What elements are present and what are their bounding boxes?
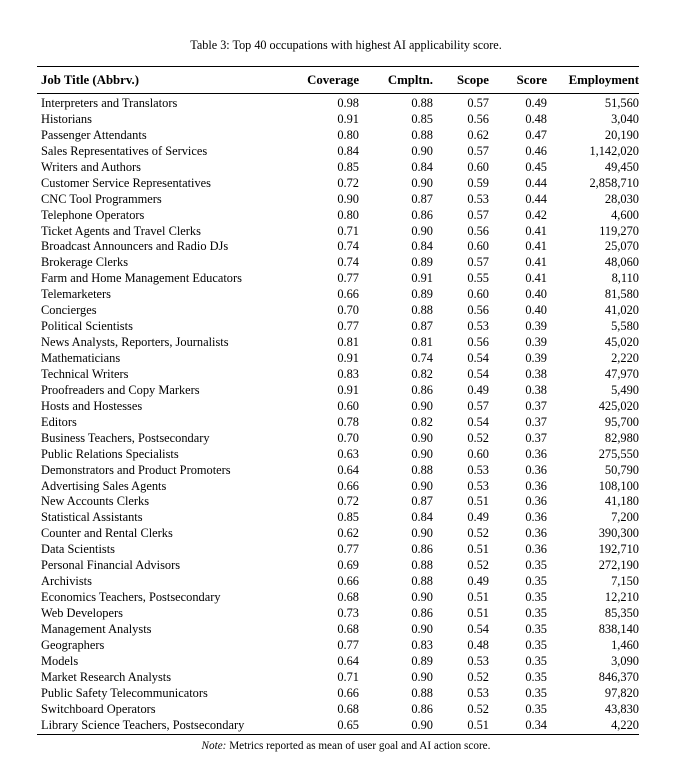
note-label: Note:: [201, 740, 227, 752]
table-row: [37, 367, 643, 383]
cell-score: 0.36: [525, 446, 547, 461]
table-note: [0, 740, 692, 752]
cell-scope: 0.62: [467, 127, 489, 142]
cell-scope: 0.52: [467, 701, 489, 716]
cell-score: 0.35: [525, 590, 547, 605]
cell-score: 0.38: [525, 382, 547, 397]
cell-coverage: 0.81: [337, 335, 359, 350]
cell-scope: 0.55: [467, 271, 489, 286]
table-row: [37, 112, 643, 128]
cell-score: 0.41: [525, 223, 547, 238]
cell-completion: 0.90: [411, 430, 433, 445]
cell-completion: 0.86: [411, 701, 433, 716]
cell-completion: 0.84: [411, 510, 433, 525]
cell-score: 0.42: [525, 207, 547, 222]
cell-employment: 2,858,710: [589, 175, 639, 190]
cell-coverage: 0.66: [337, 478, 359, 493]
table-row: [37, 399, 643, 415]
cell-scope: 0.60: [467, 239, 489, 254]
cell-coverage: 0.80: [337, 207, 359, 222]
cell-job-title: Business Teachers, Postsecondary: [41, 430, 210, 445]
cell-coverage: 0.84: [337, 143, 359, 158]
cell-employment: 48,060: [604, 255, 639, 270]
cell-employment: 119,270: [599, 223, 639, 238]
cell-scope: 0.53: [467, 653, 489, 668]
cell-scope: 0.57: [467, 96, 489, 110]
cell-employment: 97,820: [604, 685, 639, 700]
cell-scope: 0.49: [467, 510, 489, 525]
cell-completion: 0.88: [411, 303, 433, 318]
cell-coverage: 0.91: [337, 382, 359, 397]
cell-job-title: Proofreaders and Copy Markers: [41, 382, 200, 397]
cell-employment: 272,190: [598, 558, 639, 573]
cell-employment: 85,350: [604, 606, 639, 620]
cell-coverage: 0.91: [337, 111, 359, 126]
table-row: [37, 606, 643, 622]
cell-scope: 0.54: [467, 621, 489, 636]
cell-job-title: Historians: [41, 111, 92, 126]
cell-completion: 0.84: [411, 159, 433, 174]
table-row: [37, 160, 643, 176]
cell-score: 0.35: [525, 653, 547, 668]
cell-score: 0.36: [525, 526, 547, 541]
cell-job-title: Interpreters and Translators: [41, 96, 178, 110]
cell-scope: 0.51: [467, 717, 489, 732]
cell-completion: 0.87: [411, 319, 433, 334]
cell-completion: 0.82: [411, 414, 433, 429]
cell-scope: 0.52: [467, 669, 489, 684]
cell-employment: 7,200: [611, 510, 639, 525]
cell-employment: 47,970: [604, 366, 639, 381]
table-body: [37, 94, 643, 734]
cell-scope: 0.53: [467, 462, 489, 477]
table-row: [37, 128, 643, 144]
cell-employment: 51,560: [604, 96, 639, 110]
cell-employment: 5,490: [611, 382, 639, 397]
cell-score: 0.35: [525, 701, 547, 716]
cell-job-title: Editors: [41, 414, 77, 429]
cell-employment: 82,980: [604, 430, 639, 445]
occupation-table-body: [37, 94, 643, 734]
cell-completion: 0.90: [411, 669, 433, 684]
cell-score: 0.36: [525, 494, 547, 509]
cell-employment: 4,220: [611, 717, 639, 732]
cell-job-title: Counter and Rental Clerks: [41, 526, 173, 541]
cell-scope: 0.54: [467, 351, 489, 365]
cell-job-title: Concierges: [41, 303, 97, 318]
cell-completion: 0.86: [411, 382, 433, 397]
cell-score: 0.44: [525, 191, 547, 206]
cell-job-title: Telemarketers: [41, 287, 111, 302]
cell-job-title: Geographers: [41, 637, 105, 652]
cell-score: 0.40: [525, 287, 547, 302]
cell-completion: 0.88: [411, 685, 433, 700]
table-row: [37, 431, 643, 447]
cell-score: 0.41: [525, 239, 547, 254]
table-row: [37, 176, 643, 192]
cell-score: 0.46: [525, 143, 547, 158]
cell-scope: 0.49: [467, 574, 489, 589]
cell-completion: 0.74: [411, 351, 433, 365]
cell-job-title: Hosts and Hostesses: [41, 398, 143, 413]
table-row: [37, 654, 643, 670]
cell-coverage: 0.64: [337, 653, 359, 668]
table-row: [37, 638, 643, 654]
cell-coverage: 0.63: [337, 446, 359, 461]
cell-employment: 838,140: [598, 621, 639, 636]
cell-coverage: 0.85: [337, 159, 359, 174]
cell-coverage: 0.60: [337, 398, 359, 413]
cell-employment: 20,190: [604, 127, 639, 142]
header-score: Score: [516, 72, 547, 87]
cell-scope: 0.56: [467, 303, 489, 318]
cell-job-title: Writers and Authors: [41, 159, 141, 174]
table-row: [37, 239, 643, 255]
cell-scope: 0.52: [467, 526, 489, 541]
cell-scope: 0.53: [467, 191, 489, 206]
header-job-title: Job Title (Abbrv.): [41, 72, 140, 87]
table-row: [37, 479, 643, 495]
cell-coverage: 0.68: [337, 590, 359, 605]
cell-job-title: Sales Representatives of Services: [41, 143, 208, 158]
cell-coverage: 0.66: [337, 287, 359, 302]
occupation-table-container: [37, 66, 639, 735]
table-row: [37, 383, 643, 399]
cell-score: 0.36: [525, 462, 547, 477]
cell-score: 0.40: [525, 303, 547, 318]
cell-completion: 0.81: [411, 335, 433, 350]
cell-scope: 0.56: [467, 223, 489, 238]
table-row: [37, 463, 643, 479]
table-row: [37, 351, 643, 367]
table-row: [37, 303, 643, 319]
cell-job-title: Public Relations Specialists: [41, 446, 179, 461]
bottom-rule: [37, 734, 639, 735]
table-row: [37, 622, 643, 638]
cell-completion: 0.90: [411, 223, 433, 238]
cell-job-title: Data Scientists: [41, 542, 115, 557]
cell-completion: 0.87: [411, 191, 433, 206]
cell-scope: 0.51: [467, 494, 489, 509]
cell-score: 0.36: [525, 542, 547, 557]
cell-scope: 0.60: [467, 159, 489, 174]
cell-completion: 0.86: [411, 606, 433, 620]
table-row: [37, 542, 643, 558]
cell-coverage: 0.74: [337, 239, 359, 254]
cell-employment: 3,090: [611, 653, 639, 668]
header-coverage: Coverage: [307, 72, 359, 87]
cell-coverage: 0.68: [337, 621, 359, 636]
cell-coverage: 0.69: [337, 558, 359, 573]
cell-job-title: Passenger Attendants: [41, 127, 147, 142]
cell-employment: 275,550: [598, 446, 639, 461]
cell-employment: 1,142,020: [589, 143, 639, 158]
cell-score: 0.39: [525, 335, 547, 350]
table-caption: Table 3: Top 40 occupations with highest AI applicability score.: [190, 38, 502, 52]
cell-job-title: Public Safety Telecommunicators: [41, 685, 208, 700]
cell-employment: 3,040: [611, 111, 639, 126]
cell-job-title: Library Science Teachers, Postsecondary: [41, 717, 245, 732]
cell-coverage: 0.66: [337, 685, 359, 700]
cell-completion: 0.90: [411, 526, 433, 541]
cell-employment: 8,110: [611, 271, 639, 286]
cell-score: 0.36: [525, 510, 547, 525]
cell-scope: 0.57: [467, 398, 489, 413]
header-employment: Employment: [568, 72, 639, 87]
cell-coverage: 0.71: [337, 223, 359, 238]
table-row: [37, 224, 643, 240]
cell-job-title: Management Analysts: [41, 621, 152, 636]
cell-completion: 0.90: [411, 143, 433, 158]
cell-score: 0.36: [525, 478, 547, 493]
cell-job-title: Mathematicians: [41, 351, 121, 365]
cell-coverage: 0.98: [337, 96, 359, 110]
cell-employment: 50,790: [604, 462, 639, 477]
cell-employment: 81,580: [604, 287, 639, 302]
cell-coverage: 0.65: [337, 717, 359, 732]
cell-scope: 0.49: [467, 382, 489, 397]
cell-employment: 425,020: [598, 398, 639, 413]
cell-job-title: Economics Teachers, Postsecondary: [41, 590, 221, 605]
cell-job-title: Demonstrators and Product Promoters: [41, 462, 231, 477]
cell-score: 0.47: [525, 127, 547, 142]
cell-score: 0.35: [525, 621, 547, 636]
cell-job-title: News Analysts, Reporters, Journalists: [41, 335, 229, 350]
cell-employment: 41,180: [604, 494, 639, 509]
cell-coverage: 0.70: [337, 430, 359, 445]
cell-scope: 0.59: [467, 175, 489, 190]
cell-completion: 0.88: [411, 574, 433, 589]
cell-score: 0.49: [525, 96, 547, 110]
table-row: [37, 192, 643, 208]
cell-job-title: Political Scientists: [41, 319, 133, 334]
cell-coverage: 0.66: [337, 574, 359, 589]
cell-score: 0.39: [525, 351, 547, 365]
cell-job-title: Market Research Analysts: [41, 669, 172, 684]
cell-completion: 0.91: [411, 271, 433, 286]
cell-job-title: Archivists: [41, 574, 92, 589]
table-row: [37, 271, 643, 287]
cell-coverage: 0.62: [337, 526, 359, 541]
cell-employment: 49,450: [604, 159, 639, 174]
table-row: [37, 686, 643, 702]
header-completion: Cmpltn.: [387, 72, 433, 87]
cell-scope: 0.56: [467, 335, 489, 350]
table-row: [37, 319, 643, 335]
table-row: [37, 255, 643, 271]
cell-score: 0.41: [525, 255, 547, 270]
cell-scope: 0.60: [467, 446, 489, 461]
cell-score: 0.35: [525, 574, 547, 589]
cell-job-title: Technical Writers: [41, 366, 129, 381]
table-row: [37, 590, 643, 606]
cell-scope: 0.51: [467, 590, 489, 605]
cell-employment: 12,210: [604, 590, 639, 605]
cell-completion: 0.89: [411, 287, 433, 302]
cell-coverage: 0.91: [337, 351, 359, 365]
cell-completion: 0.90: [411, 717, 433, 732]
header-scope: Scope: [457, 72, 489, 87]
cell-scope: 0.52: [467, 558, 489, 573]
cell-completion: 0.86: [411, 542, 433, 557]
cell-coverage: 0.73: [337, 606, 359, 620]
cell-employment: 43,830: [604, 701, 639, 716]
cell-employment: 5,580: [611, 319, 639, 334]
cell-score: 0.44: [525, 175, 547, 190]
cell-employment: 41,020: [604, 303, 639, 318]
cell-scope: 0.60: [467, 287, 489, 302]
table-row: [37, 526, 643, 542]
cell-completion: 0.90: [411, 621, 433, 636]
cell-job-title: Broadcast Announcers and Radio DJs: [41, 239, 229, 254]
table-row: [37, 510, 643, 526]
cell-employment: 108,100: [598, 478, 639, 493]
cell-score: 0.35: [525, 558, 547, 573]
cell-coverage: 0.77: [337, 271, 359, 286]
cell-coverage: 0.74: [337, 255, 359, 270]
header-row: [37, 67, 643, 93]
cell-job-title: Personal Financial Advisors: [41, 558, 181, 573]
note-text: Metrics reported as mean of user goal and AI action score.: [229, 740, 491, 752]
cell-job-title: Models: [41, 653, 79, 668]
cell-coverage: 0.78: [337, 414, 359, 429]
cell-coverage: 0.71: [337, 669, 359, 684]
cell-coverage: 0.77: [337, 319, 359, 334]
cell-scope: 0.51: [467, 542, 489, 557]
cell-employment: 2,220: [611, 351, 639, 365]
cell-scope: 0.54: [467, 366, 489, 381]
table-row: [37, 208, 643, 224]
cell-completion: 0.86: [411, 207, 433, 222]
cell-score: 0.37: [525, 430, 547, 445]
table-row: [37, 144, 643, 160]
table-row: [37, 287, 643, 303]
cell-coverage: 0.72: [337, 494, 359, 509]
cell-score: 0.37: [525, 414, 547, 429]
cell-employment: 28,030: [604, 191, 639, 206]
cell-job-title: CNC Tool Programmers: [41, 191, 162, 206]
cell-job-title: Advertising Sales Agents: [41, 478, 167, 493]
cell-coverage: 0.80: [337, 127, 359, 142]
cell-completion: 0.85: [411, 111, 433, 126]
cell-job-title: Brokerage Clerks: [41, 255, 129, 270]
cell-score: 0.35: [525, 637, 547, 652]
cell-employment: 390,300: [598, 526, 639, 541]
cell-completion: 0.88: [411, 96, 433, 110]
cell-employment: 95,700: [604, 414, 639, 429]
cell-coverage: 0.85: [337, 510, 359, 525]
cell-score: 0.41: [525, 271, 547, 286]
table-row: [37, 718, 643, 734]
cell-coverage: 0.72: [337, 175, 359, 190]
table-row: [37, 494, 643, 510]
cell-scope: 0.56: [467, 111, 489, 126]
cell-score: 0.35: [525, 685, 547, 700]
cell-score: 0.37: [525, 398, 547, 413]
table-row: [37, 94, 643, 112]
cell-employment: 45,020: [604, 335, 639, 350]
table-row: [37, 415, 643, 431]
table-row: [37, 335, 643, 351]
cell-completion: 0.90: [411, 478, 433, 493]
cell-job-title: New Accounts Clerks: [41, 494, 150, 509]
table-row: [37, 702, 643, 718]
cell-job-title: Customer Service Representatives: [41, 175, 211, 190]
cell-scope: 0.54: [467, 414, 489, 429]
cell-completion: 0.83: [411, 637, 433, 652]
cell-scope: 0.57: [467, 143, 489, 158]
cell-score: 0.34: [525, 717, 547, 732]
occupation-table: [37, 67, 643, 93]
cell-score: 0.45: [525, 159, 547, 174]
cell-scope: 0.57: [467, 207, 489, 222]
cell-coverage: 0.64: [337, 462, 359, 477]
cell-completion: 0.82: [411, 366, 433, 381]
cell-score: 0.35: [525, 606, 547, 620]
cell-coverage: 0.77: [337, 637, 359, 652]
cell-job-title: Telephone Operators: [41, 207, 145, 222]
cell-completion: 0.90: [411, 175, 433, 190]
table-row: [37, 670, 643, 686]
cell-completion: 0.88: [411, 127, 433, 142]
cell-completion: 0.84: [411, 239, 433, 254]
table-row: [37, 574, 643, 590]
cell-scope: 0.57: [467, 255, 489, 270]
table-row: [37, 558, 643, 574]
cell-coverage: 0.70: [337, 303, 359, 318]
table-row: [37, 447, 643, 463]
cell-scope: 0.53: [467, 478, 489, 493]
cell-employment: 192,710: [598, 542, 639, 557]
cell-score: 0.35: [525, 669, 547, 684]
cell-score: 0.38: [525, 366, 547, 381]
cell-scope: 0.53: [467, 685, 489, 700]
cell-employment: 846,370: [598, 669, 639, 684]
cell-completion: 0.90: [411, 398, 433, 413]
cell-completion: 0.89: [411, 653, 433, 668]
cell-coverage: 0.77: [337, 542, 359, 557]
cell-coverage: 0.83: [337, 366, 359, 381]
cell-coverage: 0.68: [337, 701, 359, 716]
cell-coverage: 0.90: [337, 191, 359, 206]
cell-job-title: Farm and Home Management Educators: [41, 271, 242, 286]
cell-score: 0.39: [525, 319, 547, 334]
cell-completion: 0.87: [411, 494, 433, 509]
cell-score: 0.48: [525, 111, 547, 126]
cell-employment: 7,150: [611, 574, 639, 589]
cell-scope: 0.48: [467, 637, 489, 652]
cell-scope: 0.53: [467, 319, 489, 334]
cell-scope: 0.51: [467, 606, 489, 620]
cell-completion: 0.90: [411, 446, 433, 461]
cell-completion: 0.90: [411, 590, 433, 605]
cell-job-title: Switchboard Operators: [41, 701, 156, 716]
cell-completion: 0.88: [411, 558, 433, 573]
cell-job-title: Statistical Assistants: [41, 510, 143, 525]
cell-completion: 0.89: [411, 255, 433, 270]
cell-job-title: Web Developers: [41, 606, 123, 620]
cell-completion: 0.88: [411, 462, 433, 477]
cell-employment: 4,600: [611, 207, 639, 222]
cell-scope: 0.52: [467, 430, 489, 445]
cell-employment: 25,070: [604, 239, 639, 254]
cell-job-title: Ticket Agents and Travel Clerks: [41, 223, 201, 238]
cell-employment: 1,460: [611, 637, 639, 652]
